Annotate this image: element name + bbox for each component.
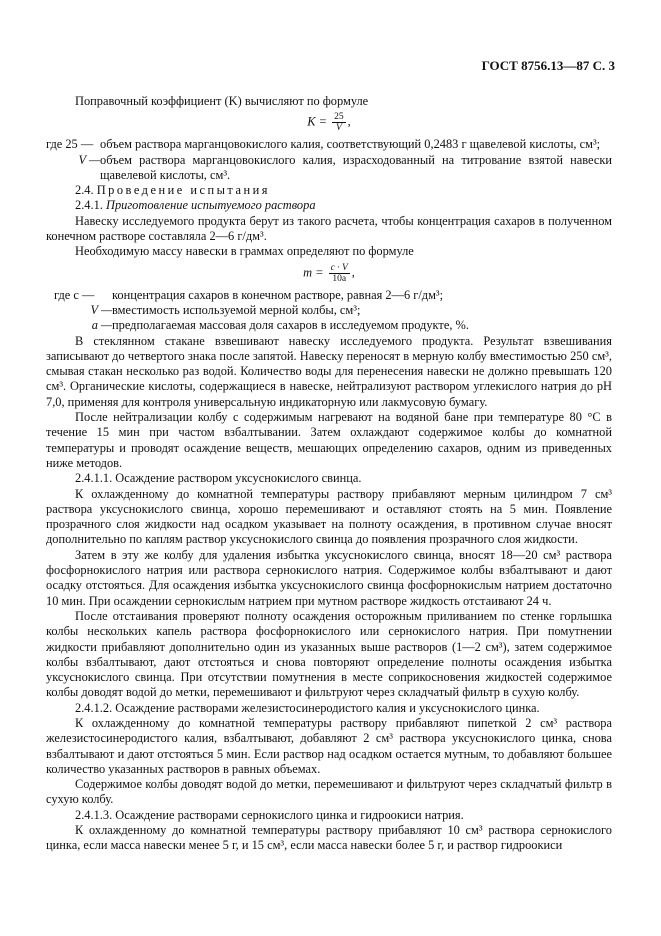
formula-k-fraction [332,112,346,133]
paragraph-weighing: В стеклянном стакане взвешивают навеску исследуемого продукта. Результат взвешивания записывают до четвертого знака после запятой. Навеску переносят в мерную колбу вместимостью 250 см³, смывая стакан несколько раз водой. Количество воды для перенесения навески не должно превышать 120 см³. Органические кислоты, содержащиеся в навеске, нейтрализуют раствором углекислого натрия до pH 7,0, применяя для контроля универсальную индикаторную или лакмусовую бумагу. [46,333,612,409]
where-item [46,153,612,184]
where-item [46,137,612,152]
formula-k-lhs: K = [307,114,331,129]
where-description: концентрация сахаров в конечном растворе, равная 2—6 г/дм³; [112,287,444,302]
paragraph-completeness-check: После отстаивания проверяют полноту осаждения осторожным приливанием по стенке горлышка колбы нескольких капель раствора фосфорнокислого или сернокислого натрия. При помутнении жидкости прибавляют дополнительно один из указанных выше растворов (1—2 см³), затем содержимое колбы взбалтывают, дают отстояться и снова повторяют определение полноты осаждения избытка уксуснокислого свинца. При отсутствии помутнения в месте соприкосновения жидкостей содержимое колбы доводят водой до метки, перемешивают и фильтруют через складчатый фильтр в сухую колбу. [46,608,612,700]
section-title: Проведение испытания [96,183,270,198]
where-item [54,288,612,303]
where-list-1 [46,137,612,183]
section-title: Приготовление испытуемого раствора [106,198,316,213]
where-item [54,303,612,318]
section-number: 2.4. [75,183,94,198]
where-list-2 [54,288,612,334]
paragraph-mass-formula-intro: Необходимую массу навески в граммах определяют по формуле [75,244,414,259]
paragraph-coefficient-intro: Поправочный коэффициент (K) вычисляют по формуле [75,94,369,108]
paragraph-zinc-sulfate: К охлажденному до комнатной температуры раствору прибавляют 10 см³ раствора сернокислого цинка, если масса навески менее 5 г, и 15 см³, если масса навески более 5 г, и раствор гидроокиси [46,823,612,853]
section-2-4-1-2-heading: 2.4.1.2. Осаждение растворами железистосинеродистого калия и уксуснокислого цинка. [75,700,540,715]
formula-m-lhs: m = [303,265,327,280]
formula-m-numerator: c · V [330,262,348,273]
where-description: вместимость используемой мерной колбы, см³; [112,302,361,317]
page-header: ГОСТ 8756.13—87 С. 3 [481,58,615,73]
document-body [46,94,612,854]
formula-k-numerator: 25 [334,112,344,123]
where-description: объем раствора марганцовокислого калия, израсходованный на титрование взятой навески щавелевой кислоты, см³. [100,152,612,182]
formula-m-denominator: 10a [332,273,347,284]
section-number: 2.4.1. [75,198,103,213]
formula-m [46,263,612,284]
formula-k-tail: , [347,114,351,129]
paragraph-heating: После нейтрализации колбу с содержимым нагревают на водяной бане при температуре 80 °C в течение 15 мин при частом взбалтывании. Затем охлаждают содержимое колбы до комнатной температуры и проводят осаждение веществ, мешающих определению сахаров, одним из приведенных ниже методов. [46,410,612,470]
formula-m-tail: , [351,265,355,280]
paragraph-excess-removal: Затем в эту же колбу для удаления избытка уксуснокислого свинца, вносят 18—20 см³ раствора фосфорнокислого натрия или раствора сернокислого натрия. Содержимое колбы взбалтывают и дают осадку отстояться. Для осаждения избытка уксуснокислого свинца фосфорнокислым натрием достаточно 10 мин. При осаждении сернокислым натрием при мутном растворе жидкость отстаивают 24 ч. [46,547,612,608]
section-2-4-1-1-heading: 2.4.1.1. Осаждение раствором уксуснокислого свинца. [75,471,362,486]
formula-k [46,112,612,133]
where-symbol: V — [90,302,112,317]
paragraph-filter: Содержимое колбы доводят водой до метки, перемешивают и фильтруют через складчатый фильтр в сухую колбу. [46,777,612,807]
where-item [54,318,612,333]
where-symbol: где c — [54,287,95,302]
where-symbol: где 25 — [46,137,94,152]
formula-k-denominator: V [335,123,342,134]
paragraph-ferrocyanide: К охлажденному до комнатной температуры раствору прибавляют пипеткой 2 см³ раствора железистосинеродистого калия, взбалтывают, добавляют 2 см³ раствора уксуснокислого цинка, снова взбалтывают и дают отстояться 5 мин. Если раствор над осадком остается мутным, то добавляют большее количество указанных растворов в равных объемах. [46,715,612,776]
where-description: предполагаемая массовая доля сахаров в исследуемом продукте, %. [112,318,469,333]
where-symbol: V — [78,152,100,167]
formula-m-fraction [329,263,350,284]
section-2-4-heading [46,183,612,198]
paragraph-sample-size: Навеску исследуемого продукта берут из такого расчета, чтобы концентрация сахаров в полученном конечном растворе составляла 2—6 г/дм³. [46,213,612,244]
where-description: объем раствора марганцовокислого калия, соответствующий 0,2483 г щавелевой кислоты, см³; [100,137,601,152]
section-2-4-1-3-heading: 2.4.1.3. Осаждение растворами сернокислого цинка и гидроокиси натрия. [75,807,464,822]
where-symbol: a — [91,318,112,333]
paragraph-lead-acetate: К охлажденному до комнатной температуры раствору прибавляют мерным цилиндром 7 см³ раствора уксуснокислого свинца, хорошо перемешивают и оставляют стоять на 5 мин. Появление прозрачного слоя жидкости над осадком указывает на полноту осаждения, в противном случае вносят дополнительно по каплям раствор уксуснокислого свинца до появления прозрачного слоя жидкости. [46,486,612,547]
section-2-4-1-heading [46,198,612,213]
